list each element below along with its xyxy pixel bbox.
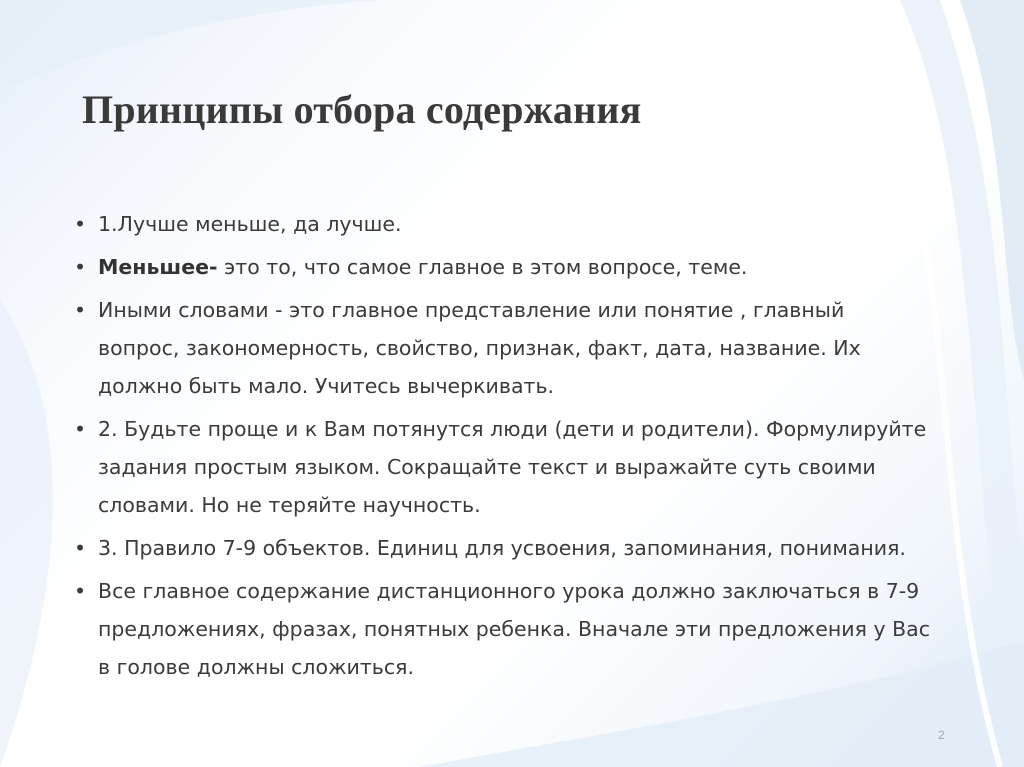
bullet-bold-term: Меньшее- bbox=[98, 255, 218, 279]
bullet-icon: • bbox=[74, 536, 87, 560]
bullet-text: Все главное содержание дистанционного урока должно заключаться в 7-9 предложениях, фразах, понятных ребенка. Вначале эти предложения у Вас в голове должны сложиться. bbox=[98, 579, 931, 679]
bullet-item bbox=[72, 205, 932, 243]
bullet-text: Иными словами - это главное представление или понятие , главный вопрос, закономерность, свойство, признак, факт, дата, название. Их должно быть мало. Учитесь вычеркивать. bbox=[98, 298, 861, 398]
bullet-icon: • bbox=[74, 298, 87, 322]
page-number: 2 bbox=[938, 728, 945, 742]
bullet-icon: • bbox=[74, 579, 87, 603]
bullet-text: 3. Правило 7-9 объектов. Единиц для усвоения, запоминания, понимания. bbox=[98, 536, 906, 560]
bullet-icon: • bbox=[74, 212, 87, 236]
bullet-icon: • bbox=[74, 417, 87, 441]
bullet-icon: • bbox=[74, 255, 87, 279]
bullet-item bbox=[72, 291, 932, 405]
bullet-list bbox=[72, 205, 932, 691]
bullet-item bbox=[72, 572, 932, 686]
bullet-text: 1.Лучше меньше, да лучше. bbox=[98, 212, 402, 236]
slide-title: Принципы отбора содержания bbox=[82, 87, 642, 132]
bullet-item bbox=[72, 529, 932, 567]
swoosh-top-left bbox=[0, 0, 380, 90]
bullet-text: это то, что самое главное в этом вопросе, теме. bbox=[217, 255, 748, 279]
bullet-text: 2. Будьте проще и к Вам потянутся люди (дети и родители). Формулируйте задания простым языком. Сокращайте текст и выражайте суть своими словами. Но не теряйте научность. bbox=[98, 417, 927, 517]
bullet-item bbox=[72, 410, 932, 524]
swoosh-left bbox=[0, 300, 53, 767]
bullet-item bbox=[72, 248, 932, 286]
